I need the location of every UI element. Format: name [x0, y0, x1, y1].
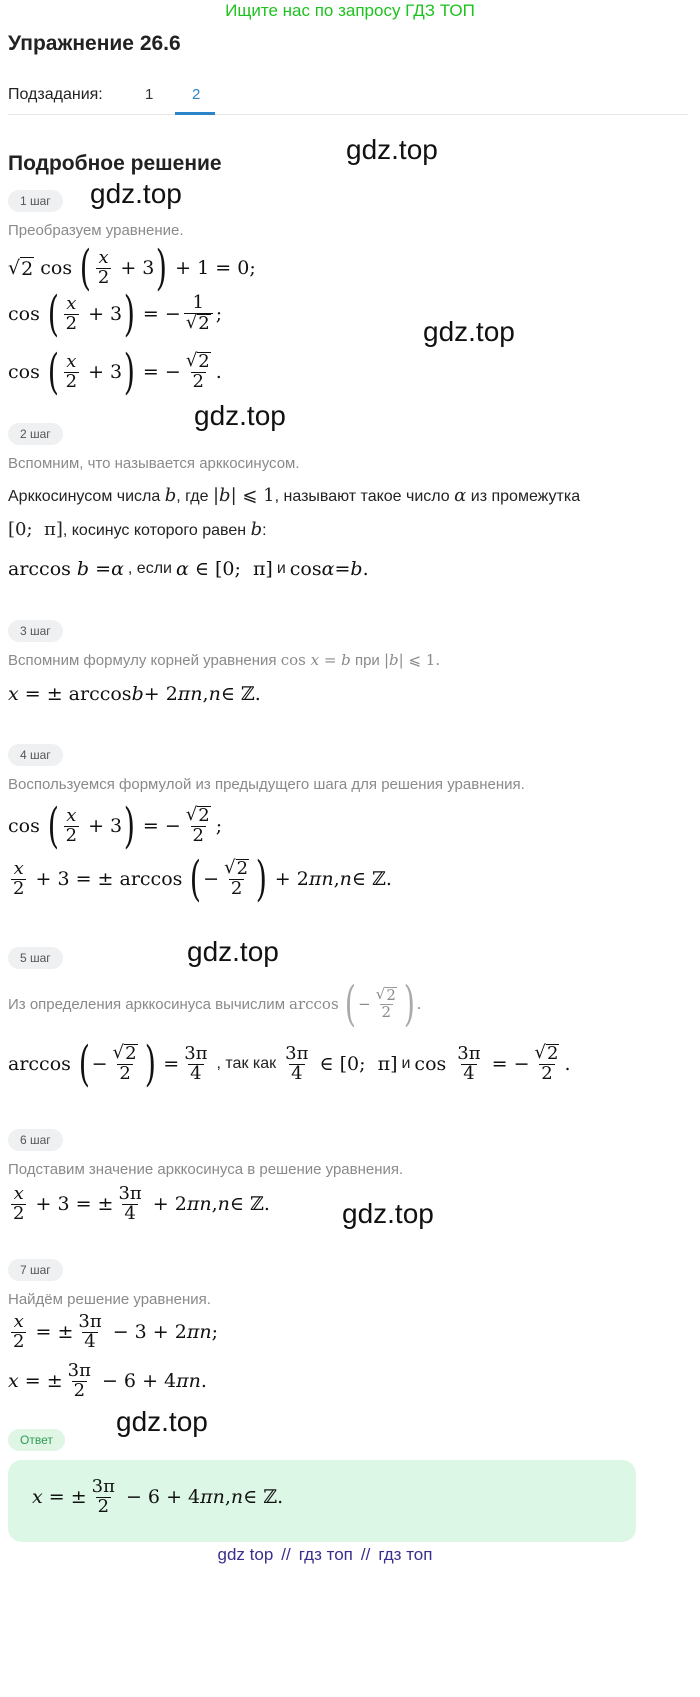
footer-link[interactable]: гдз топ [298, 1545, 353, 1564]
footer-links [0, 1545, 650, 1565]
footer-link[interactable]: gdz top [217, 1545, 274, 1564]
step-badge: 7 шаг [8, 1259, 63, 1281]
equation: cos ( $\frac{x}{2}$ + 3 ) = − √ 2 2 . [8, 344, 222, 400]
watermark: gdz.top [342, 1198, 434, 1229]
step-note: Найдём решение уравнения. [8, 1291, 211, 1308]
step-badge: 6 шаг [8, 1129, 63, 1151]
answer-equation: x = ± $\frac{3\pi}{2}$ − 6 + 4 πn , n ∈ ℤ. [32, 1476, 284, 1517]
step-note: Преобразуем уравнение. [8, 222, 184, 239]
step-badge: 5 шаг [8, 947, 63, 969]
footer-separator: // [360, 1545, 371, 1564]
step-note: Подставим значение арккосинуса в решение уравнения. [8, 1161, 404, 1178]
search-banner[interactable]: Ищите нас по запросу ГДЗ ТОП [225, 1, 475, 20]
page-title: Упражнение 26.6 [8, 32, 181, 55]
definition-line-1: Арккосинусом числа b, где |b| ⩽ 1, называют такое число α из промежутка [8, 485, 581, 506]
subtasks-label: Подзадания: [8, 86, 103, 103]
inline-text: , если [127, 560, 172, 577]
step-note: Из определения арккосинуса вычислим arccos ( − √ 2 2 ) . [8, 976, 422, 1032]
definition-text: из промежутка [470, 488, 581, 505]
equation: $\frac{x}{2}$ + 3 = ± $\frac{3\pi}{4}$ + 2 πn , n ∈ ℤ. [13, 1183, 270, 1224]
step-note: Вспомним формулу корней уравнения cos x = b при |b| ⩽ 1. [8, 651, 441, 669]
tabs-divider [8, 114, 688, 115]
definition-text: , где [176, 488, 209, 505]
tab-subtask-1[interactable]: 1 [145, 86, 154, 103]
definition-text: Арккосинусом числа [8, 488, 161, 505]
step-note: Воспользуемся формулой из предыдущего шага для решения уравнения. [8, 776, 525, 793]
note-text: Из определения арккосинуса вычислим [8, 995, 286, 1013]
watermark: gdz.top [194, 400, 286, 431]
answer-badge: Ответ [8, 1429, 65, 1451]
equation: $\frac{x}{2}$ = ± $\frac{3\pi}{4}$ − 3 + 2 πn ; [13, 1311, 218, 1352]
watermark: gdz.top [423, 316, 515, 347]
step-badge: 2 шаг [8, 423, 63, 445]
solution-heading: Подробное решение [8, 152, 222, 175]
watermark: gdz.top [116, 1406, 208, 1437]
equation: arccos b = α , если α ∈ [0; π] и cos α = b . [8, 558, 369, 580]
watermark: gdz.top [346, 134, 438, 165]
inline-text: , так как [216, 1055, 277, 1072]
note-text: Вспомним формулу корней уравнения [8, 652, 277, 669]
tab-subtask-2[interactable]: 2 [192, 86, 201, 103]
equation: cos ( $\frac{x}{2}$ + 3 ) = − √ 2 2 ; [8, 798, 223, 854]
equation: x = ± arccos b + 2 πn , n ∈ ℤ. [8, 683, 261, 705]
definition-line-2: [0; π], косинус которого равен b: [8, 519, 267, 540]
equation: √ 2 cos ( $\frac{x}{2}$ + 3 ) + 1 = 0; [8, 240, 256, 296]
definition-text: , косинус которого равен [62, 522, 247, 539]
equation: arccos ( − √ 2 2 ) = $\frac{3\pi}{4}$ , так как $\frac{3\pi}{4}$ ∈ [0; π] и cos $\frac{3\pi}{4}$ = − √ 2 2 . [8, 1036, 571, 1092]
watermark: gdz.top [187, 936, 279, 967]
note-text: при [354, 652, 380, 669]
equation: $\frac{x}{2}$ + 3 = ± arccos ( − √ 2 2 ) + 2 πn , n ∈ ℤ. [13, 851, 392, 907]
step-note: Вспомним, что называется арккосинусом. [8, 455, 300, 472]
inline-text: и [401, 1055, 411, 1072]
inline-text: и [276, 560, 286, 577]
step-badge: 1 шаг [8, 190, 63, 212]
watermark: gdz.top [90, 178, 182, 209]
step-badge: 3 шаг [8, 620, 63, 642]
equation: x = ± $\frac{3\pi}{2}$ − 6 + 4 πn . [8, 1360, 207, 1401]
footer-separator: // [281, 1545, 291, 1564]
footer-link[interactable]: гдз топ [378, 1545, 433, 1564]
equation: cos ( $\frac{x}{2}$ + 3 ) = − 1 √ 2 ; [8, 286, 223, 342]
step-badge: 4 шаг [8, 744, 63, 766]
definition-text: , называют такое число [274, 488, 450, 505]
active-tab-indicator [175, 112, 215, 115]
